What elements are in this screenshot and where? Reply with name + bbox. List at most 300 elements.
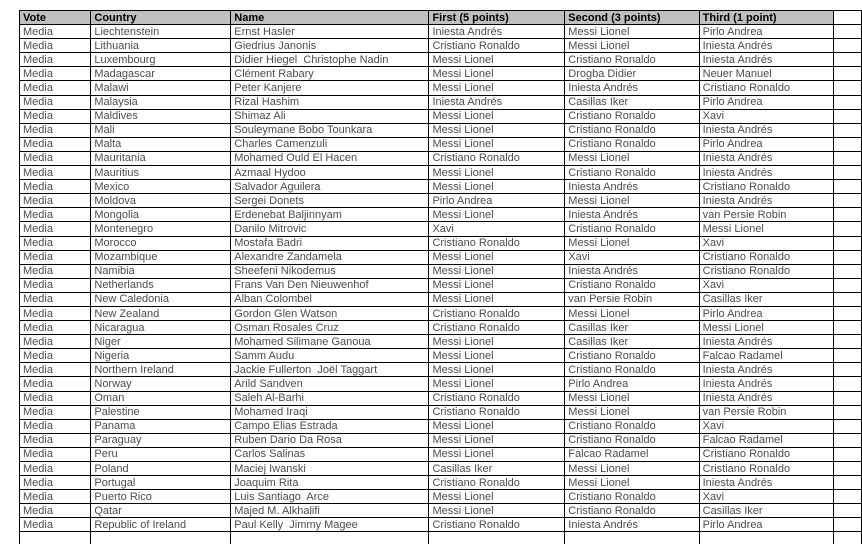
table-row [20, 377, 862, 391]
cell-second: Casillas Iker [565, 95, 699, 109]
cell-third: Falcao Radamel [699, 433, 833, 447]
cell-country: Lithuania [91, 39, 231, 53]
table-row [20, 109, 862, 123]
cell-country: Mozambique [91, 250, 231, 264]
cell-name: Mohamed Silimane Ganoua [231, 335, 429, 349]
cell-third: Iniesta Andrés [699, 123, 833, 137]
cell-country: Peru [91, 447, 231, 461]
cell-third: Xavi [699, 236, 833, 250]
cell-name: Paul Kelly Jimmy Magee [231, 518, 429, 532]
cell-name: Giedrius Janonis [231, 39, 429, 53]
cell-second: van Persie Robin [565, 292, 699, 306]
cell-third: Casillas Iker [699, 292, 833, 306]
cell-vote: Media [20, 504, 91, 518]
cell-name: Frans Van Den Nieuwenhof [231, 278, 429, 292]
clipped-column-cell [833, 208, 861, 222]
cell-country: Luxembourg [91, 53, 231, 67]
clipped-column-cell [833, 194, 861, 208]
cell-first: Messi Lionel [429, 377, 565, 391]
cell-first: Messi Lionel [429, 180, 565, 194]
cell-third: Pirlo Andrea [699, 25, 833, 39]
empty-cell [565, 532, 699, 544]
cell-vote: Media [20, 222, 91, 236]
table-row [20, 222, 862, 236]
cell-third: Iniesta Andrés [699, 39, 833, 53]
cell-third: Casillas Iker [699, 504, 833, 518]
cell-first: Messi Lionel [429, 123, 565, 137]
table-row [20, 137, 862, 151]
ballon-dor-media-votes-table [19, 10, 862, 544]
cell-vote: Media [20, 208, 91, 222]
cell-name: Saleh Al-Barhi [231, 391, 429, 405]
cell-vote: Media [20, 335, 91, 349]
cell-first: Xavi [429, 222, 565, 236]
cell-second: Drogba Didier [565, 67, 699, 81]
cell-country: Malaysia [91, 95, 231, 109]
cell-country: Nigeria [91, 349, 231, 363]
empty-cell [833, 532, 861, 544]
cell-second: Cristiano Ronaldo [565, 504, 699, 518]
table-row [20, 321, 862, 335]
cell-first: Messi Lionel [429, 166, 565, 180]
cell-third: Neuer Manuel [699, 67, 833, 81]
cell-country: Madagascar [91, 67, 231, 81]
cell-vote: Media [20, 419, 91, 433]
table-viewport [19, 10, 862, 544]
clipped-column-cell [833, 292, 861, 306]
cell-first: Messi Lionel [429, 335, 565, 349]
cell-third: Iniesta Andrés [699, 363, 833, 377]
cell-vote: Media [20, 236, 91, 250]
cell-country: Mexico [91, 180, 231, 194]
clipped-column-cell [833, 67, 861, 81]
partial-row [20, 532, 862, 544]
cell-second: Cristiano Ronaldo [565, 109, 699, 123]
table-row [20, 236, 862, 250]
cell-third: Pirlo Andrea [699, 137, 833, 151]
cell-first: Messi Lionel [429, 363, 565, 377]
cell-third: Cristiano Ronaldo [699, 462, 833, 476]
table-row [20, 518, 862, 532]
cell-first: Pirlo Andrea [429, 194, 565, 208]
clipped-column-cell [833, 53, 861, 67]
cell-second: Iniesta Andrés [565, 81, 699, 95]
cell-country: Puerto Rico [91, 490, 231, 504]
cell-second: Casillas Iker [565, 321, 699, 335]
clipped-column-cell [833, 447, 861, 461]
cell-second: Messi Lionel [565, 462, 699, 476]
cell-first: Cristiano Ronaldo [429, 151, 565, 165]
column-header-country: Country [91, 11, 231, 25]
cell-country: Qatar [91, 504, 231, 518]
cell-name: Ernst Hasler [231, 25, 429, 39]
clipped-column-cell [833, 405, 861, 419]
cell-name: Danilo Mitrovic [231, 222, 429, 236]
clipped-column-cell [833, 363, 861, 377]
cell-second: Cristiano Ronaldo [565, 490, 699, 504]
cell-vote: Media [20, 405, 91, 419]
cell-third: Xavi [699, 490, 833, 504]
cell-vote: Media [20, 25, 91, 39]
cell-country: Morocco [91, 236, 231, 250]
cell-vote: Media [20, 123, 91, 137]
cell-second: Messi Lionel [565, 306, 699, 320]
cell-third: Cristiano Ronaldo [699, 81, 833, 95]
cell-name: Ruben Dario Da Rosa [231, 433, 429, 447]
cell-country: Niger [91, 335, 231, 349]
cell-second: Iniesta Andrés [565, 518, 699, 532]
clipped-column-cell [833, 250, 861, 264]
cell-third: Iniesta Andrés [699, 194, 833, 208]
cell-first: Messi Lionel [429, 433, 565, 447]
cell-first: Messi Lionel [429, 419, 565, 433]
cell-first: Messi Lionel [429, 81, 565, 95]
cell-third: Iniesta Andrés [699, 391, 833, 405]
cell-second: Falcao Radamel [565, 447, 699, 461]
cell-vote: Media [20, 39, 91, 53]
cell-country: Norway [91, 377, 231, 391]
clipped-column-cell [833, 95, 861, 109]
cell-first: Messi Lionel [429, 490, 565, 504]
empty-cell [699, 532, 833, 544]
table-row [20, 504, 862, 518]
clipped-column-cell [833, 180, 861, 194]
cell-country: Republic of Ireland [91, 518, 231, 532]
cell-second: Messi Lionel [565, 476, 699, 490]
cell-name: Majed M. Alkhalifi [231, 504, 429, 518]
cell-vote: Media [20, 518, 91, 532]
cell-first: Messi Lionel [429, 250, 565, 264]
table-row [20, 264, 862, 278]
cell-country: Mauritius [91, 166, 231, 180]
clipped-column-cell [833, 490, 861, 504]
cell-third: Pirlo Andrea [699, 306, 833, 320]
cell-third: Cristiano Ronaldo [699, 250, 833, 264]
cell-first: Iniesta Andrés [429, 25, 565, 39]
cell-country: Palestine [91, 405, 231, 419]
cell-second: Messi Lionel [565, 194, 699, 208]
cell-name: Rizal Hashim [231, 95, 429, 109]
cell-first: Messi Lionel [429, 208, 565, 222]
cell-first: Cristiano Ronaldo [429, 39, 565, 53]
cell-name: Shimaz Ali [231, 109, 429, 123]
cell-third: Iniesta Andrés [699, 151, 833, 165]
cell-name: Souleymane Bobo Tounkara [231, 123, 429, 137]
cell-second: Messi Lionel [565, 151, 699, 165]
cell-third: Iniesta Andrés [699, 476, 833, 490]
cell-second: Cristiano Ronaldo [565, 137, 699, 151]
cell-name: Clément Rabary [231, 67, 429, 81]
cell-country: New Zealand [91, 306, 231, 320]
cell-vote: Media [20, 490, 91, 504]
clipped-column-cell [833, 433, 861, 447]
clipped-column-cell [833, 151, 861, 165]
cell-country: Maldives [91, 109, 231, 123]
cell-third: Xavi [699, 109, 833, 123]
cell-vote: Media [20, 363, 91, 377]
cell-name: Samm Audu [231, 349, 429, 363]
cell-vote: Media [20, 264, 91, 278]
cell-country: Mauritania [91, 151, 231, 165]
cell-name: Mostafa Badri [231, 236, 429, 250]
cell-second: Messi Lionel [565, 405, 699, 419]
cell-country: Netherlands [91, 278, 231, 292]
cell-first: Messi Lionel [429, 53, 565, 67]
table-row [20, 490, 862, 504]
table-row [20, 194, 862, 208]
cell-country: Moldova [91, 194, 231, 208]
cell-name: Sheefeni Nikodemus [231, 264, 429, 278]
clipped-column-cell [833, 25, 861, 39]
table-row [20, 391, 862, 405]
cell-vote: Media [20, 447, 91, 461]
column-header-third: Third (1 point) [699, 11, 833, 25]
cell-second: Messi Lionel [565, 39, 699, 53]
table-row [20, 250, 862, 264]
table-row [20, 306, 862, 320]
cell-name: Alexandre Zandamela [231, 250, 429, 264]
cell-name: Campo Elias Estrada [231, 419, 429, 433]
cell-name: Arild Sandven [231, 377, 429, 391]
cell-third: Pirlo Andrea [699, 95, 833, 109]
cell-vote: Media [20, 377, 91, 391]
clipped-column-cell [833, 109, 861, 123]
table-row [20, 292, 862, 306]
clipped-column-cell [833, 137, 861, 151]
table-row [20, 433, 862, 447]
cell-vote: Media [20, 321, 91, 335]
cell-vote: Media [20, 349, 91, 363]
table-row [20, 67, 862, 81]
cell-name: Charles Camenzuli [231, 137, 429, 151]
cell-country: Malawi [91, 81, 231, 95]
cell-name: Maciej Iwanski [231, 462, 429, 476]
table-row [20, 151, 862, 165]
empty-cell [91, 532, 231, 544]
clipped-column-cell [833, 476, 861, 490]
cell-third: Cristiano Ronaldo [699, 264, 833, 278]
cell-second: Iniesta Andrés [565, 180, 699, 194]
cell-name: Didier Hiegel Christophe Nadin [231, 53, 429, 67]
cell-country: Portugal [91, 476, 231, 490]
empty-cell [429, 532, 565, 544]
cell-third: Falcao Radamel [699, 349, 833, 363]
cell-third: van Persie Robin [699, 405, 833, 419]
clipped-column-cell [833, 462, 861, 476]
column-header-first: First (5 points) [429, 11, 565, 25]
cell-name: Mohamed Ould El Hacen [231, 151, 429, 165]
cell-vote: Media [20, 278, 91, 292]
cell-country: Liechtenstein [91, 25, 231, 39]
cell-second: Cristiano Ronaldo [565, 53, 699, 67]
clipped-column-cell [833, 39, 861, 53]
cell-country: Poland [91, 462, 231, 476]
cell-first: Casillas Iker [429, 462, 565, 476]
cell-first: Messi Lionel [429, 278, 565, 292]
cell-vote: Media [20, 194, 91, 208]
cell-vote: Media [20, 292, 91, 306]
cell-vote: Media [20, 476, 91, 490]
cell-third: Iniesta Andrés [699, 335, 833, 349]
table-row [20, 349, 862, 363]
cell-country: New Caledonia [91, 292, 231, 306]
cell-first: Cristiano Ronaldo [429, 476, 565, 490]
empty-cell [231, 532, 429, 544]
cell-second: Pirlo Andrea [565, 377, 699, 391]
cell-name: Mohamed Iraqi [231, 405, 429, 419]
cell-name: Joaquim Rita [231, 476, 429, 490]
cell-country: Mali [91, 123, 231, 137]
cell-third: Iniesta Andrés [699, 377, 833, 391]
cell-country: Paraguay [91, 433, 231, 447]
cell-vote: Media [20, 137, 91, 151]
cell-third: Messi Lionel [699, 321, 833, 335]
cell-first: Messi Lionel [429, 447, 565, 461]
cell-first: Messi Lionel [429, 137, 565, 151]
cell-name: Azmaal Hydoo [231, 166, 429, 180]
cell-vote: Media [20, 81, 91, 95]
table-row [20, 363, 862, 377]
cell-third: Cristiano Ronaldo [699, 180, 833, 194]
clipped-column-header [833, 11, 861, 25]
cell-first: Cristiano Ronaldo [429, 306, 565, 320]
cell-name: Sergei Donets [231, 194, 429, 208]
cell-country: Malta [91, 137, 231, 151]
cell-vote: Media [20, 95, 91, 109]
cell-country: Mongolia [91, 208, 231, 222]
clipped-column-cell [833, 391, 861, 405]
cell-first: Cristiano Ronaldo [429, 321, 565, 335]
table-body [20, 25, 862, 544]
table-row [20, 419, 862, 433]
table-row [20, 180, 862, 194]
column-header-vote: Vote [20, 11, 91, 25]
cell-country: Northern Ireland [91, 363, 231, 377]
cell-first: Messi Lionel [429, 264, 565, 278]
cell-third: Xavi [699, 419, 833, 433]
cell-second: Xavi [565, 250, 699, 264]
cell-second: Cristiano Ronaldo [565, 123, 699, 137]
cell-vote: Media [20, 166, 91, 180]
table-row [20, 335, 862, 349]
cell-first: Cristiano Ronaldo [429, 236, 565, 250]
table-row [20, 447, 862, 461]
cell-vote: Media [20, 53, 91, 67]
cell-vote: Media [20, 433, 91, 447]
cell-second: Iniesta Andrés [565, 208, 699, 222]
clipped-column-cell [833, 335, 861, 349]
cell-second: Cristiano Ronaldo [565, 222, 699, 236]
cell-first: Cristiano Ronaldo [429, 391, 565, 405]
clipped-column-cell [833, 222, 861, 236]
table-row [20, 462, 862, 476]
cell-third: van Persie Robin [699, 208, 833, 222]
cell-first: Messi Lionel [429, 67, 565, 81]
column-header-name: Name [231, 11, 429, 25]
table-row [20, 208, 862, 222]
table-row [20, 166, 862, 180]
column-header-second: Second (3 points) [565, 11, 699, 25]
cell-vote: Media [20, 151, 91, 165]
cell-name: Luis Santiago Arce [231, 490, 429, 504]
cell-first: Cristiano Ronaldo [429, 405, 565, 419]
cell-vote: Media [20, 109, 91, 123]
cell-second: Cristiano Ronaldo [565, 166, 699, 180]
cell-first: Messi Lionel [429, 292, 565, 306]
cell-third: Iniesta Andrés [699, 53, 833, 67]
table-row [20, 95, 862, 109]
cell-first: Messi Lionel [429, 349, 565, 363]
cell-third: Xavi [699, 278, 833, 292]
table-row [20, 278, 862, 292]
cell-name: Peter Kanjere [231, 81, 429, 95]
clipped-column-cell [833, 278, 861, 292]
clipped-column-cell [833, 166, 861, 180]
cell-name: Gordon Glen Watson [231, 306, 429, 320]
clipped-column-cell [833, 123, 861, 137]
clipped-column-cell [833, 349, 861, 363]
cell-vote: Media [20, 250, 91, 264]
cell-second: Casillas Iker [565, 335, 699, 349]
table-row [20, 53, 862, 67]
table-row [20, 405, 862, 419]
clipped-column-cell [833, 377, 861, 391]
cell-vote: Media [20, 180, 91, 194]
cell-name: Carlos Salinas [231, 447, 429, 461]
clipped-column-cell [833, 518, 861, 532]
table-row [20, 81, 862, 95]
clipped-column-cell [833, 321, 861, 335]
table-row [20, 39, 862, 53]
header-row [20, 11, 862, 25]
clipped-column-cell [833, 81, 861, 95]
cell-first: Cristiano Ronaldo [429, 518, 565, 532]
cell-name: Salvador Aguilera [231, 180, 429, 194]
empty-cell [20, 532, 91, 544]
cell-second: Cristiano Ronaldo [565, 419, 699, 433]
cell-first: Messi Lionel [429, 109, 565, 123]
table-row [20, 123, 862, 137]
cell-first: Messi Lionel [429, 504, 565, 518]
cell-first: Iniesta Andrés [429, 95, 565, 109]
clipped-column-cell [833, 306, 861, 320]
cell-second: Messi Lionel [565, 391, 699, 405]
cell-vote: Media [20, 391, 91, 405]
cell-second: Cristiano Ronaldo [565, 349, 699, 363]
table-row [20, 25, 862, 39]
cell-country: Namibia [91, 264, 231, 278]
cell-country: Panama [91, 419, 231, 433]
cell-third: Cristiano Ronaldo [699, 447, 833, 461]
cell-name: Jackie Fullerton Joël Taggart [231, 363, 429, 377]
cell-third: Pirlo Andrea [699, 518, 833, 532]
cell-name: Erdenebat Baljinnyam [231, 208, 429, 222]
cell-name: Alban Colombel [231, 292, 429, 306]
clipped-column-cell [833, 504, 861, 518]
cell-second: Iniesta Andrés [565, 264, 699, 278]
cell-second: Cristiano Ronaldo [565, 433, 699, 447]
cell-vote: Media [20, 462, 91, 476]
cell-third: Iniesta Andrés [699, 166, 833, 180]
cell-second: Cristiano Ronaldo [565, 363, 699, 377]
cell-third: Messi Lionel [699, 222, 833, 236]
cell-country: Montenegro [91, 222, 231, 236]
clipped-column-cell [833, 264, 861, 278]
table-row [20, 476, 862, 490]
cell-vote: Media [20, 67, 91, 81]
clipped-column-cell [833, 419, 861, 433]
cell-second: Messi Lionel [565, 236, 699, 250]
